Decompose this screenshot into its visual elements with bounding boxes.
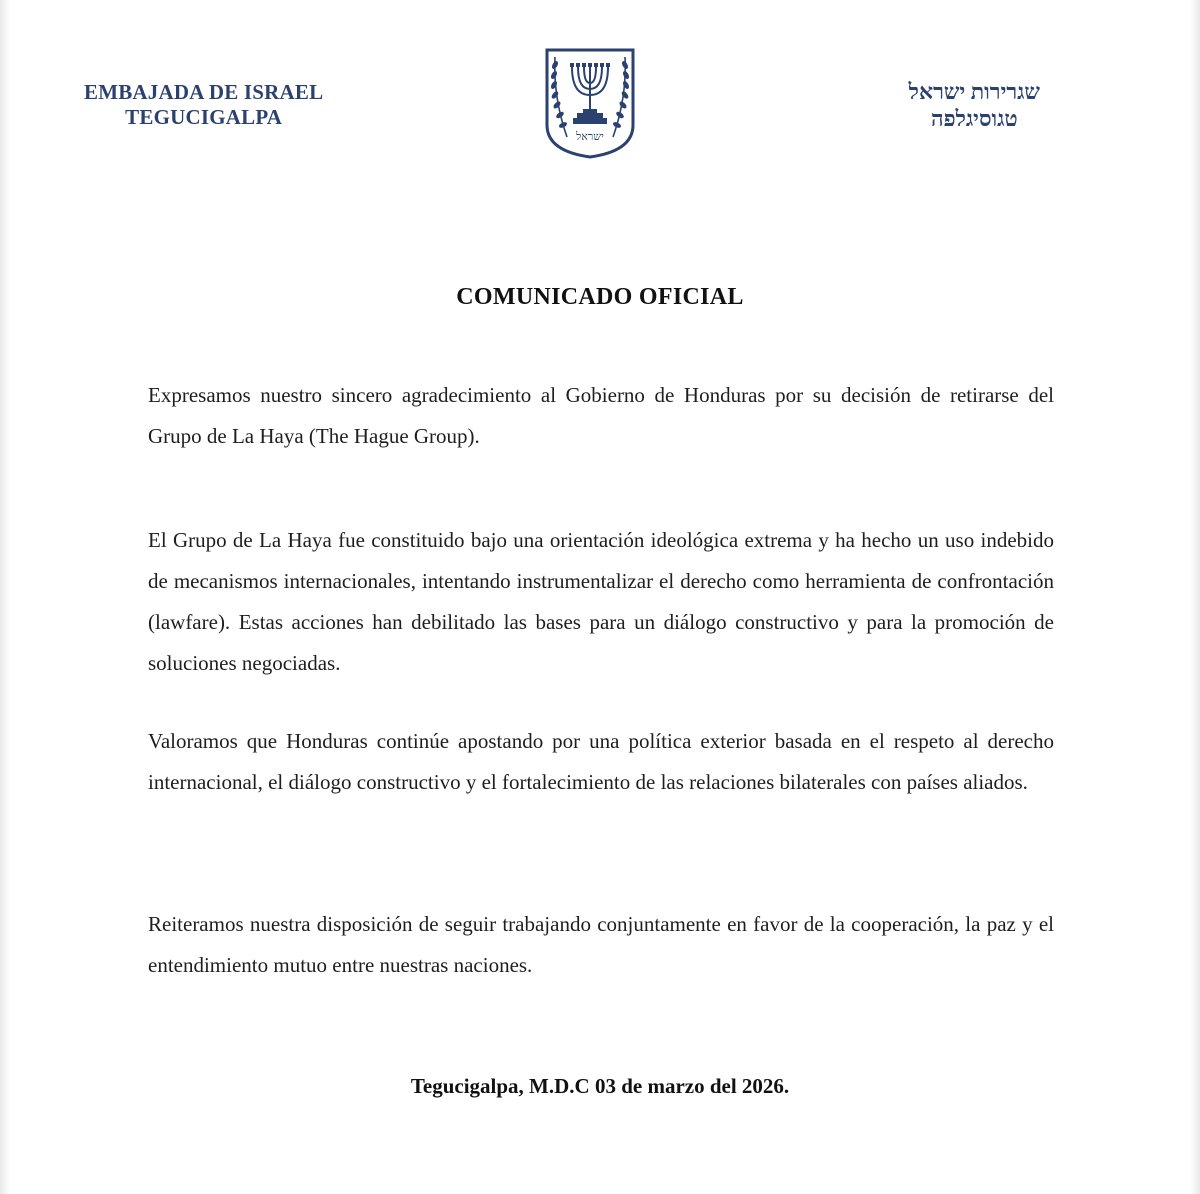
paragraph-1: Expresamos nuestro sincero agradecimiento al Gobierno de Honduras por su decisión de retirarse del Grupo de La Haya (The Hague Group).	[148, 383, 1054, 448]
embassy-name-line2: TEGUCIGALPA	[125, 105, 283, 129]
embassy-name-hebrew	[909, 78, 1040, 132]
paragraph-4: Reiteramos nuestra disposición de seguir trabajando conjuntamente en favor de la cooperación, la paz y el entendimiento mutuo entre nuestras naciones.	[148, 912, 1054, 977]
page-edge-right	[1190, 0, 1200, 1194]
embassy-name-spanish	[84, 80, 323, 130]
embassy-name-hebrew-line2: טגוסיגלפה	[931, 106, 1018, 131]
document-title: COMUNICADO OFICIAL	[456, 284, 744, 310]
signoff-date-place: Tegucigalpa, M.D.C 03 de marzo del 2026.	[410, 1074, 790, 1098]
page-edge-left	[0, 0, 10, 1194]
israel-emblem-icon	[543, 47, 637, 159]
emblem-label: ישראל	[576, 130, 604, 143]
embassy-name-line1: EMBAJADA DE ISRAEL	[84, 80, 324, 104]
embassy-name-hebrew-line1: שגרירות ישראל	[908, 79, 1040, 104]
paragraph-3: Valoramos que Honduras continúe apostando por una política exterior basada en el respeto al derecho internacional, el diálogo constructivo y el fortalecimiento de las relaciones bilaterales con países aliados.	[148, 729, 1054, 794]
paragraph-2: El Grupo de La Haya fue constituido bajo una orientación ideológica extrema y ha hecho un uso indebido de mecanismos internacionales, intentando instrumentalizar el derecho como herramienta de confrontación (lawfare). Estas acciones han debilitado las bases para un diálogo constructivo y para la promoción de soluciones negociadas.	[148, 528, 1054, 675]
